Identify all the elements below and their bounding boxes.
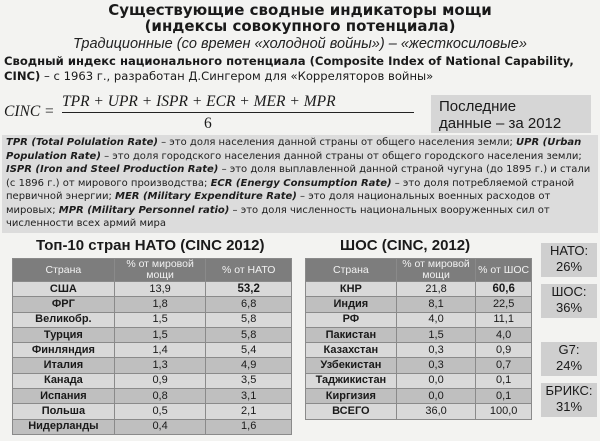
world-share-cell: 0,4 xyxy=(114,419,206,434)
table-row xyxy=(13,419,292,434)
world-share-cell: 4,0 xyxy=(396,312,476,327)
brics-share-stat xyxy=(541,383,597,417)
world-share-cell: 0,9 xyxy=(114,373,206,388)
column-header: % от мировой мощи xyxy=(114,259,206,282)
world-share-cell: 0,5 xyxy=(114,404,206,419)
stat-label: БРИКС: xyxy=(545,383,593,398)
stat-value: 24% xyxy=(555,358,583,373)
world-share-cell: 0,3 xyxy=(396,358,476,373)
table-row xyxy=(13,358,292,373)
table-row xyxy=(306,343,532,358)
definition-text: – это доля национальных военных расходов от мировых; xyxy=(6,191,551,216)
bloc-share-cell: 5,4 xyxy=(206,343,292,358)
column-header: Страна xyxy=(306,259,397,282)
cinc-origin: – с 1963 г., разработан Д.Сингером для «Корреляторов войны» xyxy=(40,69,434,83)
column-header: % от мировой мощи xyxy=(396,259,476,282)
country-cell: Испания xyxy=(13,389,115,404)
country-cell: КНР xyxy=(306,282,397,297)
bloc-share-cell: 4,0 xyxy=(476,327,532,342)
stat-label: НАТО: xyxy=(549,243,589,258)
world-share-cell: 13,9 xyxy=(114,282,206,297)
table-row xyxy=(306,389,532,404)
bloc-share-cell: 5,8 xyxy=(206,312,292,327)
bloc-share-cell: 2,1 xyxy=(206,404,292,419)
table-row xyxy=(13,389,292,404)
nato-table-title: Топ-10 стран НАТО (CINC 2012) xyxy=(36,237,265,254)
definition-term: ISPR (Iron and Steel Production Rate) xyxy=(6,164,219,175)
stat-label: G7: xyxy=(558,342,580,357)
bloc-share-cell: 1,6 xyxy=(206,419,292,434)
table-row xyxy=(13,373,292,388)
table-row xyxy=(13,327,292,342)
table-row xyxy=(306,404,532,419)
bloc-share-cell: 53,2 xyxy=(206,282,292,297)
country-cell: США xyxy=(13,282,115,297)
table-row xyxy=(306,358,532,373)
table-row xyxy=(306,282,532,297)
bloc-share-cell: 0,1 xyxy=(476,373,532,388)
world-share-cell: 1,5 xyxy=(396,327,476,342)
latest-data-line2: данные – за 2012 xyxy=(439,115,562,132)
world-share-cell: 1,4 xyxy=(114,343,206,358)
table-header-row xyxy=(306,259,532,282)
definition-term: MER (Military Expenditure Rate) xyxy=(115,191,297,202)
bloc-share-cell: 3,5 xyxy=(206,373,292,388)
cinc-formula xyxy=(4,91,416,133)
country-cell: Финляндия xyxy=(13,343,115,358)
world-share-cell: 21,8 xyxy=(396,282,476,297)
table-row xyxy=(306,327,532,342)
stat-value: 36% xyxy=(555,300,583,315)
stat-value: 26% xyxy=(555,259,583,274)
bloc-share-cell: 5,8 xyxy=(206,327,292,342)
formula-denominator: 6 xyxy=(204,115,212,132)
world-share-cell: 1,8 xyxy=(114,297,206,312)
country-cell: ФРГ xyxy=(13,297,115,312)
bloc-share-cell: 6,8 xyxy=(206,297,292,312)
column-header: % от НАТО xyxy=(206,259,292,282)
column-header: % от ШОС xyxy=(476,259,532,282)
formula-fraction-bar xyxy=(62,112,414,113)
world-share-cell: 0,8 xyxy=(114,389,206,404)
nato-share-stat xyxy=(541,243,597,277)
world-share-cell: 36,0 xyxy=(396,404,476,419)
definitions-text xyxy=(6,136,592,231)
country-cell: Киргизия xyxy=(306,389,397,404)
country-cell: Турция xyxy=(13,327,115,342)
definition-text: – это доля городского населения данной страны от общего городского населения земли; xyxy=(100,150,582,162)
definition-text: – это доля выплавленной данной страной чугуна (до 1895 г.) и стали (с 1896 г.) от мирового производства; xyxy=(6,164,591,189)
country-cell: Индия xyxy=(306,297,397,312)
country-cell: Канада xyxy=(13,373,115,388)
bloc-share-cell: 22,5 xyxy=(476,297,532,312)
definition-text: – это доля потребляемой страной первичной энергии; xyxy=(6,177,575,202)
country-cell: Казахстан xyxy=(306,343,397,358)
world-share-cell: 0,0 xyxy=(396,389,476,404)
definition-term: ECR (Energy Consumption Rate) xyxy=(210,177,392,189)
sco-share-stat xyxy=(541,284,597,318)
slide-title xyxy=(0,2,600,34)
country-cell: РФ xyxy=(306,312,397,327)
table-row xyxy=(13,404,292,419)
cinc-definition xyxy=(4,54,596,84)
slide-title-line2: (индексы совокупного потенциала) xyxy=(144,17,456,35)
bloc-share-cell: 3,1 xyxy=(206,389,292,404)
world-share-cell: 8,1 xyxy=(396,297,476,312)
sco-table-title: ШОС (CINC, 2012) xyxy=(340,237,471,254)
world-share-cell: 1,3 xyxy=(114,358,206,373)
bloc-share-cell: 60,6 xyxy=(476,282,532,297)
country-cell: Польша xyxy=(13,404,115,419)
definition-term: UPR (Urban Population Rate) xyxy=(6,137,582,162)
column-header: Страна xyxy=(13,259,115,282)
country-cell: Узбекистан xyxy=(306,358,397,373)
stat-value: 31% xyxy=(555,399,583,414)
country-cell: Великобр. xyxy=(13,312,115,327)
bloc-share-cell: 4,9 xyxy=(206,358,292,373)
table-row xyxy=(306,297,532,312)
table-row xyxy=(13,343,292,358)
definition-text: – это доля численность национальных вооруженных сил от численности всех армий мира xyxy=(6,204,550,229)
table-row xyxy=(13,282,292,297)
slide-subtitle: Традиционные (со времен «холодной войны») – «жесткосиловые» xyxy=(73,36,527,52)
sco-table xyxy=(305,258,532,420)
world-share-cell: 1,5 xyxy=(114,312,206,327)
g7-share-stat xyxy=(541,342,597,376)
world-share-cell: 0,0 xyxy=(396,373,476,388)
nato-table xyxy=(12,258,292,435)
cinc-name: Сводный индекс национального потенциала (Composite Index of National Capability, CINC) xyxy=(4,54,574,83)
table-row xyxy=(13,312,292,327)
bloc-share-cell: 0,1 xyxy=(476,389,532,404)
bloc-share-cell: 11,1 xyxy=(476,312,532,327)
slide-title-line1: Существующие сводные индикаторы мощи xyxy=(108,1,492,19)
table-row xyxy=(306,373,532,388)
world-share-cell: 1,5 xyxy=(114,327,206,342)
table-row xyxy=(306,312,532,327)
country-cell: Нидерланды xyxy=(13,419,115,434)
definition-term: TPR (Total Polulation Rate) xyxy=(6,137,158,148)
bloc-share-cell: 0,9 xyxy=(476,343,532,358)
formula-lhs: CINC = xyxy=(4,103,55,120)
table-row xyxy=(13,297,292,312)
stat-label: ШОС: xyxy=(551,284,587,299)
bloc-share-cell: 0,7 xyxy=(476,358,532,373)
formula-numerator: TPR + UPR + ISPR + ECR + MER + MPR xyxy=(62,93,336,110)
world-share-cell: 0,3 xyxy=(396,343,476,358)
country-cell: Таджикистан xyxy=(306,373,397,388)
bloc-share-cell: 100,0 xyxy=(476,404,532,419)
table-header-row xyxy=(13,259,292,282)
definition-text: – это доля населения данной страны от общего населения земли; xyxy=(157,137,517,148)
country-cell: Пакистан xyxy=(306,327,397,342)
latest-data-line1: Последние xyxy=(439,98,517,115)
country-cell: Италия xyxy=(13,358,115,373)
definition-term: MPR (Military Personnel ratio) xyxy=(58,204,230,216)
latest-data-note xyxy=(431,95,591,133)
country-cell: ВСЕГО xyxy=(306,404,397,419)
